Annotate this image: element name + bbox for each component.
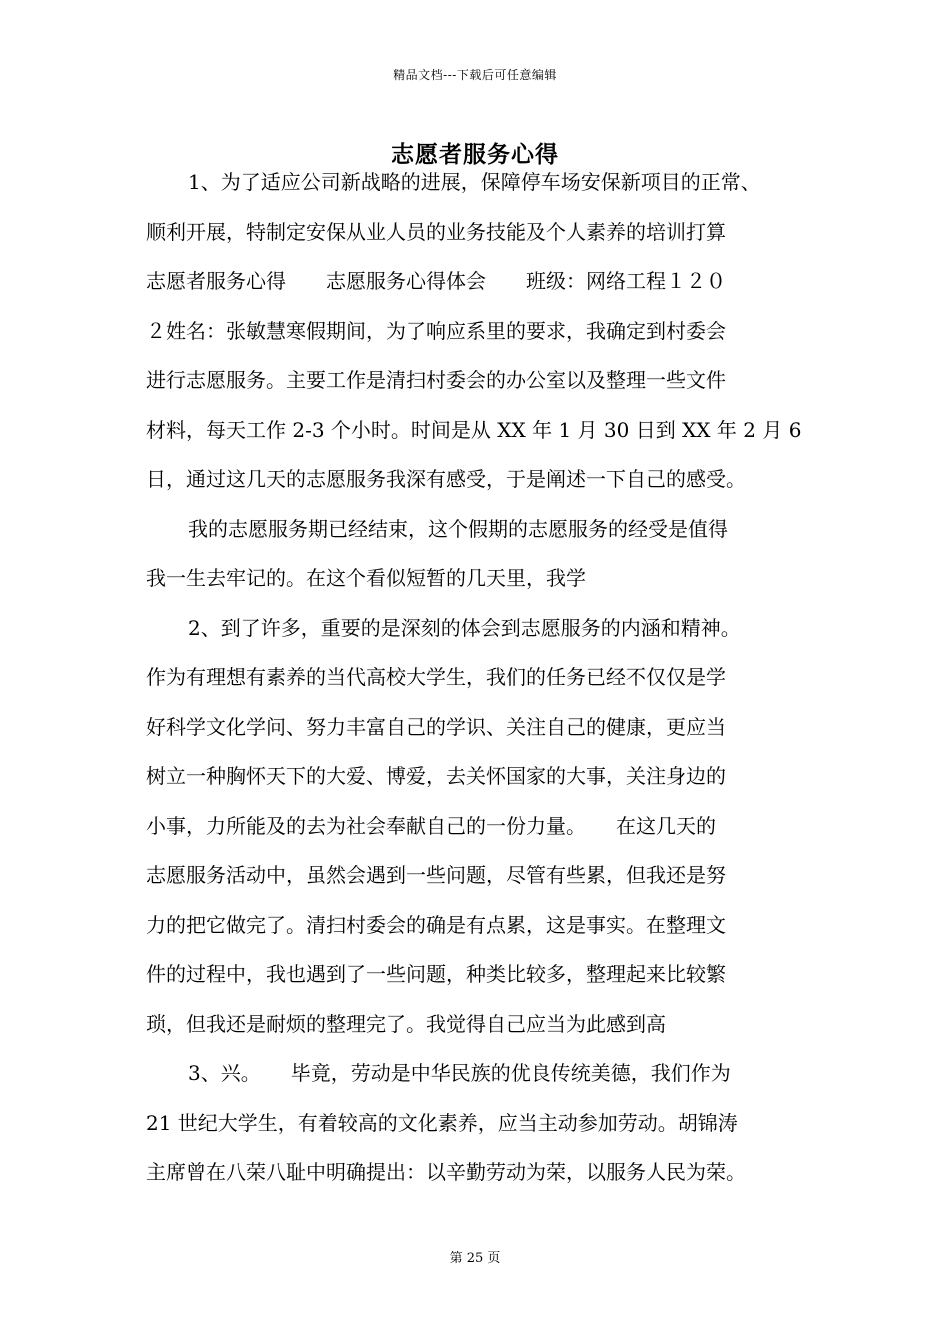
- body-line: 1、为了适应公司新战略的进展，保障停车场安保新项目的正常、: [188, 170, 761, 194]
- page-number: 25: [466, 1251, 484, 1266]
- body-line: 琐，但我还是耐烦的整理完了。我觉得自己应当为此感到高: [146, 1011, 666, 1036]
- body-line: 力的把它做完了。清扫村委会的确是有点累，这是事实。在整理文: [146, 912, 726, 937]
- body-line: 进行志愿服务。主要工作是清扫村委会的办公室以及整理一些文件: [146, 368, 726, 392]
- body-line: 3、兴。 毕竟，劳动是中华民族的优良传统美德，我们作为: [188, 1061, 731, 1085]
- body-line: 日，通过这几天的志愿服务我深有感受，于是阐述一下自己的感受。: [146, 467, 746, 491]
- body-line: 作为有理想有素养的当代高校大学生，我们的任务已经不仅仅是学: [146, 665, 726, 689]
- page-number-suffix: 页: [487, 1251, 501, 1266]
- page-header: 精品文档---下载后可任意编辑: [393, 68, 557, 82]
- body-line: 我一生去牢记的。在这个看似短暂的几天里，我学: [146, 566, 586, 590]
- body-line: 材料，每天工作 2-3 个小时。时间是从 XX 年 1 月 30 日到 XX 年 2 月 6: [146, 417, 802, 442]
- document-title: 志愿者服务心得: [391, 141, 559, 168]
- body-line: 2、到了许多，重要的是深刻的体会到志愿服务的内涵和精神。: [188, 615, 741, 640]
- document-body: [146, 158, 826, 1198]
- body-line: 树立一种胸怀天下的大爱、博爱，去关怀国家的大事，关注身边的: [146, 764, 726, 788]
- body-line: 志愿者服务心得 志愿服务心得体会 班级：网络工程１２０: [146, 269, 726, 293]
- body-line: 小事，力所能及的去为社会奉献自己的一份力量。 在这几天的: [146, 813, 716, 838]
- body-line: 志愿服务活动中，虽然会遇到一些问题，尽管有些累，但我还是努: [146, 863, 726, 887]
- body-line: 21 世纪大学生，有着较高的文化素养，应当主动参加劳动。胡锦涛: [146, 1110, 738, 1135]
- page-footer: [0, 1247, 950, 1266]
- body-line: 顺利开展，特制定安保从业人员的业务技能及个人素养的培训打算: [146, 219, 726, 244]
- body-line: ２姓名：张敏慧寒假期间，为了响应系里的要求，我确定到村委会: [146, 318, 726, 343]
- body-line: 我的志愿服务期已经结束，这个假期的志愿服务的经受是值得: [188, 516, 728, 541]
- body-line: 主席曾在八荣八耻中明确提出：以辛勤劳动为荣，以服务人民为荣。: [146, 1160, 746, 1184]
- body-line: 件的过程中，我也遇到了一些问题，种类比较多，整理起来比较繁: [146, 962, 726, 986]
- page-number-prefix: 第: [449, 1251, 463, 1266]
- body-line: 好科学文化学问、努力丰富自己的学识、关注自己的健康，更应当: [146, 714, 726, 739]
